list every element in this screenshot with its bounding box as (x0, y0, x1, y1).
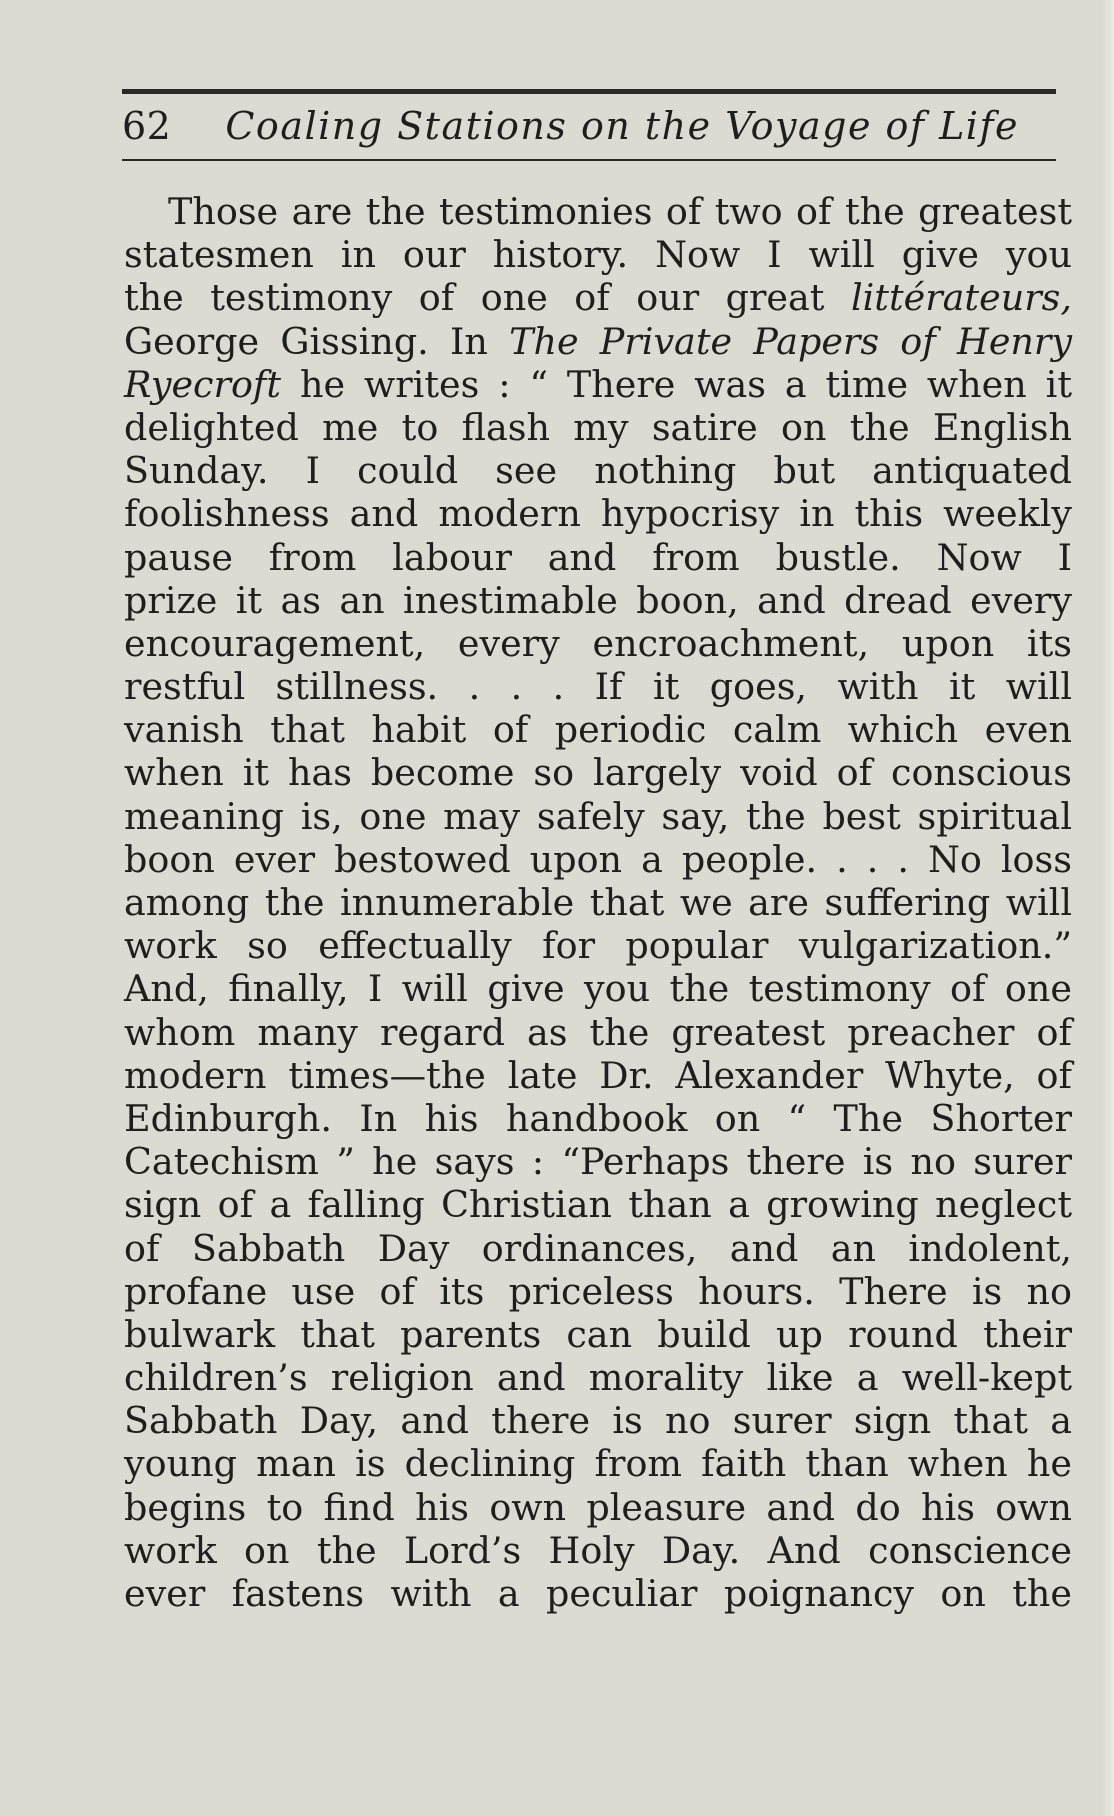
text-line: foolishness and modern hypocrisy in this weekly (124, 492, 1072, 536)
body-text (124, 190, 1072, 1615)
text-line: prize it as an inestimable boon, and dread every (124, 578, 1072, 622)
text-line: meaning is, one may safely say, the best spiritual (124, 794, 1072, 838)
text-line: sign of a falling Christian than a growing neglect (124, 1183, 1072, 1227)
running-title: Coaling Stations on the Voyage of Life (225, 104, 1020, 148)
italic-run: Ryecroft (124, 362, 282, 406)
text-line: statesmen in our history. Now I will give you (124, 233, 1072, 277)
text-line: begins to find his own pleasure and do his own (124, 1485, 1072, 1529)
text-line: when it has become so largely void of conscious (124, 751, 1072, 795)
text-line: work on the Lord’s Holy Day. And conscience (124, 1528, 1072, 1572)
text-line: bulwark that parents can build up round their (124, 1312, 1072, 1356)
text-line: Edinburgh. In his handbook on “ The Shorter (124, 1096, 1072, 1140)
header-bottom-rule (122, 159, 1056, 161)
text-line: ever fastens with a peculiar poignancy on the (124, 1572, 1072, 1615)
text-run: the testimony of one of our great (124, 276, 851, 320)
text-line: Those are the testimonies of two of the greatest (168, 190, 1072, 233)
text-line: among the innumerable that we are suffering will (124, 881, 1072, 924)
text-line (124, 363, 1072, 406)
text-line: Sunday. I could see nothing but antiquated (124, 449, 1072, 493)
text-line: profane use of its priceless hours. There is no (124, 1269, 1072, 1313)
text-line: work so effectually for popular vulgarization.” (124, 924, 1072, 968)
text-line: delighted me to flash my satire on the English (124, 405, 1072, 449)
text-line: restful stillness. . . . If it goes, with it will (124, 665, 1072, 709)
text-line (124, 320, 1072, 363)
text-line: Catechism ” he says : “Perhaps there is no surer (124, 1140, 1072, 1184)
italic-run: The Private Papers of Henry (509, 319, 1072, 363)
text-line: pause from labour and from bustle. Now I (124, 535, 1072, 579)
text-run: he writes : “ There was a time when it (281, 362, 1072, 406)
text-line (124, 276, 1072, 319)
text-line: modern times—the late Dr. Alexander Whyte, of (124, 1053, 1072, 1097)
text-line: young man is declining from faith than when he (124, 1442, 1072, 1486)
text-line: whom many regard as the greatest preacher of (124, 1010, 1072, 1054)
text-line: boon ever bestowed upon a people. . . . No loss (124, 837, 1072, 881)
text-line: encouragement, every encroachment, upon its (124, 621, 1072, 665)
text-line: And, finally, I will give you the testimony of one (124, 967, 1072, 1011)
text-line: children’s religion and morality like a well-kept (124, 1356, 1072, 1400)
text-line: of Sabbath Day ordinances, and an indolent, (124, 1226, 1072, 1270)
header-top-rule (122, 89, 1056, 94)
italic-run: littérateurs, (850, 276, 1072, 320)
text-run: George Gissing. In (124, 319, 510, 363)
page-edge (1100, 0, 1114, 1816)
running-head (122, 98, 1056, 154)
text-line: vanish that habit of periodic calm which even (124, 708, 1072, 752)
text-line: Sabbath Day, and there is no surer sign that a (124, 1399, 1072, 1443)
page-number: 62 (122, 104, 172, 148)
